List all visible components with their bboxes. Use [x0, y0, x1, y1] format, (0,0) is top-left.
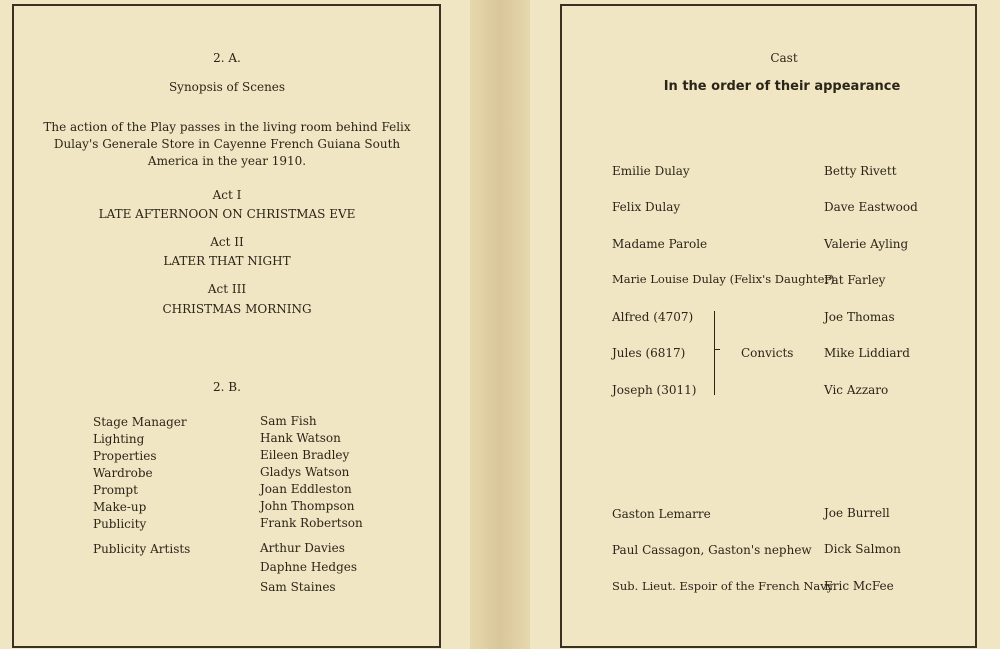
- intro-line-3: America in the year 1910.: [147, 154, 307, 168]
- cast-actor: Joe Burrell: [824, 506, 890, 520]
- act-2-label: Act II: [210, 235, 244, 249]
- crew-name: Eileen Bradley: [260, 448, 350, 462]
- publicity-artists-role: Publicity Artists: [93, 542, 191, 556]
- convicts-brace-point: [714, 349, 720, 356]
- intro-line-2: Dulay's Generale Store in Cayenne French Guiana South: [53, 137, 401, 151]
- act-1-scene: LATE AFTERNOON ON CHRISTMAS EVE: [98, 207, 356, 221]
- crew-name: John Thompson: [260, 499, 355, 513]
- crew-role: Lighting: [93, 432, 145, 446]
- crew-role: Prompt: [93, 483, 138, 497]
- crew-name: Gladys Watson: [260, 465, 350, 479]
- crew-role: Make-up: [93, 500, 147, 514]
- cast-character: Joseph (3011): [612, 383, 697, 397]
- cast-character: Sub. Lieut. Espoir of the French Navy: [612, 579, 834, 593]
- cast-actor: Vic Azzaro: [824, 383, 889, 397]
- crew-role: Stage Manager: [93, 415, 187, 429]
- cast-character: Marie Louise Dulay (Felix's Daughter): [612, 272, 835, 286]
- cast-character: Alfred (4707): [612, 310, 694, 324]
- crew-name: Frank Robertson: [260, 516, 363, 530]
- cast-character: Gaston Lemarre: [612, 507, 711, 521]
- convicts-label: Convicts: [741, 346, 794, 360]
- cast-character: Felix Dulay: [612, 200, 681, 214]
- cast-actor: Dave Eastwood: [824, 200, 918, 214]
- publicity-artist-name: Daphne Hedges: [260, 560, 358, 574]
- cast-actor: Pat Farley: [824, 273, 886, 287]
- publicity-artist-name: Sam Staines: [260, 580, 336, 594]
- act-1-label: Act I: [212, 188, 242, 202]
- cast-character: Emilie Dulay: [612, 164, 690, 178]
- cast-actor: Betty Rivett: [824, 164, 897, 178]
- act-3-scene: CHRISTMAS MORNING: [162, 302, 312, 316]
- cast-actor: Eric McFee: [824, 579, 894, 593]
- section-a-heading: 2. A.: [213, 51, 241, 65]
- synopsis-heading: Synopsis of Scenes: [168, 80, 286, 94]
- act-3-label: Act III: [207, 282, 247, 296]
- intro-line-1: The action of the Play passes in the living room behind Felix: [43, 120, 411, 134]
- cast-character: Jules (6817): [612, 346, 686, 360]
- cast-actor: Dick Salmon: [824, 542, 901, 556]
- left-page-border: [12, 4, 441, 648]
- section-b-heading: 2. B.: [213, 380, 241, 394]
- cast-character: Paul Cassagon, Gaston's nephew: [612, 543, 812, 557]
- crew-role: Publicity: [93, 517, 147, 531]
- cast-subheading: In the order of their appearance: [663, 79, 901, 94]
- crew-role: Properties: [93, 449, 157, 463]
- crew-name: Hank Watson: [260, 431, 341, 445]
- cast-character: Madame Parole: [612, 237, 708, 251]
- cast-actor: Mike Liddiard: [824, 346, 910, 360]
- cast-actor: Valerie Ayling: [824, 237, 909, 251]
- crew-name: Sam Fish: [260, 414, 317, 428]
- crew-role: Wardrobe: [93, 466, 153, 480]
- crew-name: Joan Eddleston: [260, 482, 352, 496]
- cast-heading: Cast: [770, 51, 798, 65]
- act-2-scene: LATER THAT NIGHT: [163, 254, 291, 268]
- publicity-artist-name: Arthur Davies: [260, 541, 345, 555]
- page-gutter: [470, 0, 530, 649]
- cast-actor: Joe Thomas: [824, 310, 895, 324]
